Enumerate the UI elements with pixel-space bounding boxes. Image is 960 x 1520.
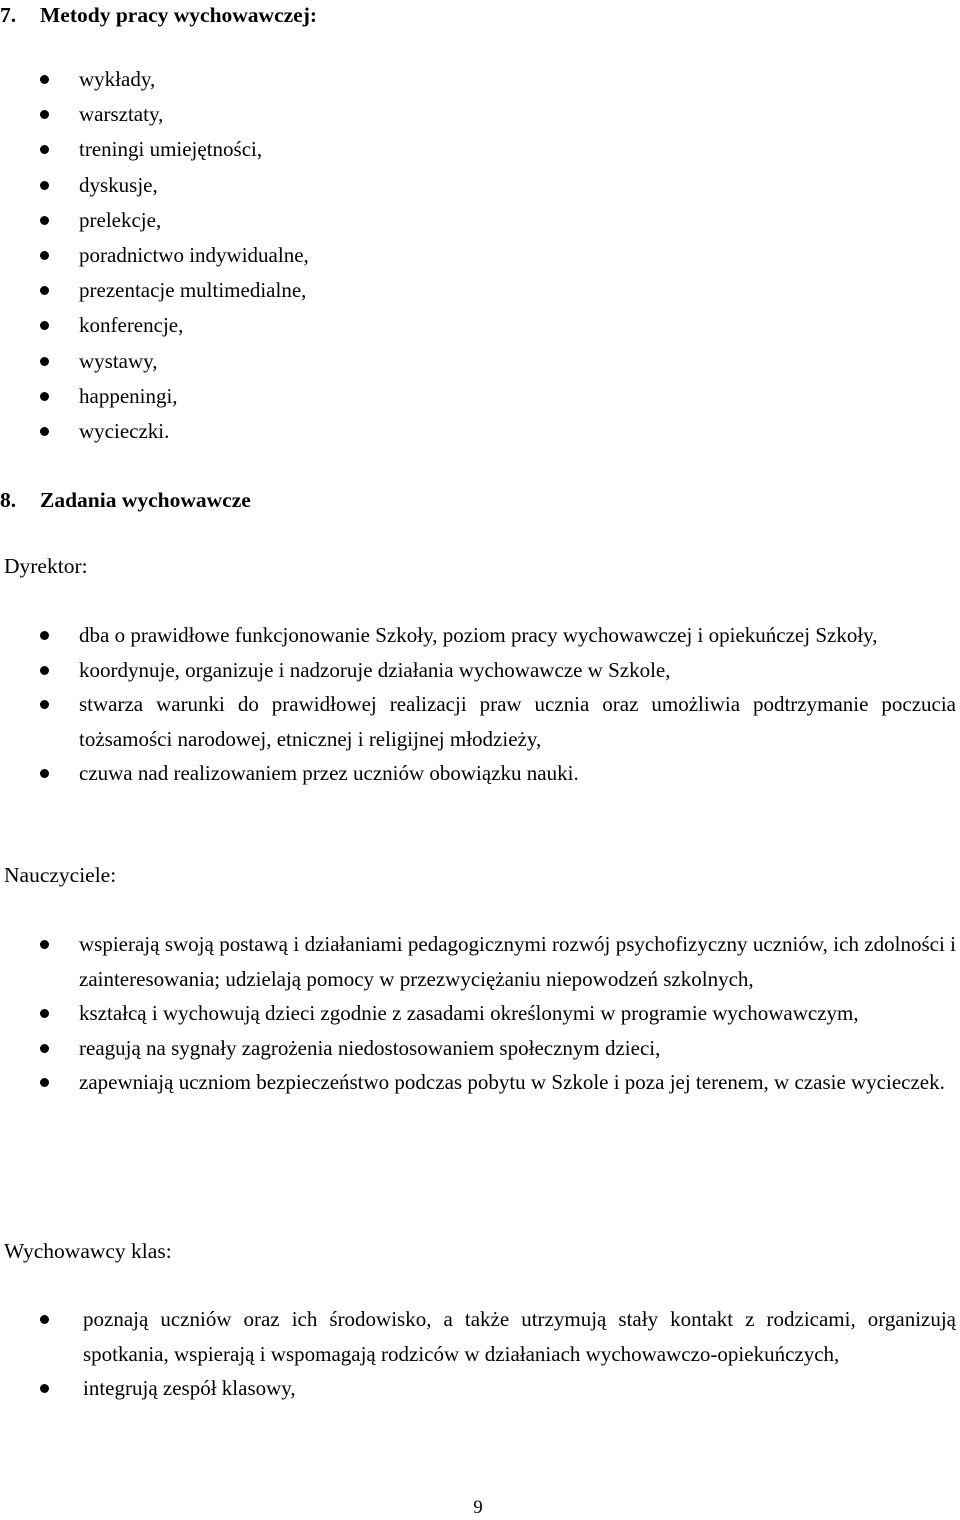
list-item: wykłady, [0, 62, 956, 97]
list-item: zapewniają uczniom bezpieczeństwo podczas pobytu w Szkole i poza jej terenem, w czasie wycieczek. [0, 1065, 956, 1100]
dyrektor-tasks-list [0, 618, 956, 791]
section-8-number: 8. [0, 488, 17, 512]
nauczyciele-label: Nauczyciele: [4, 863, 117, 887]
wychowawcy-tasks-list [0, 1302, 956, 1406]
list-item: happeningi, [0, 379, 956, 414]
list-item: treningi umiejętności, [0, 132, 956, 167]
list-item: czuwa nad realizowaniem przez uczniów obowiązku nauki. [0, 756, 956, 791]
nauczyciele-tasks-list [0, 927, 956, 1100]
list-item: stwarza warunki do prawidłowej realizacji praw ucznia oraz umożliwia podtrzymanie poczucia tożsamości narodowej, etnicznej i religijnej młodzieży, [0, 687, 956, 756]
section-8-heading [0, 487, 251, 513]
list-item: warsztaty, [0, 97, 956, 132]
list-item: dyskusje, [0, 168, 956, 203]
section-7-heading [0, 2, 317, 28]
dyrektor-label: Dyrektor: [4, 554, 88, 578]
section-7-title: Metody pracy wychowawczej: [40, 3, 318, 27]
list-item: konferencje, [0, 308, 956, 343]
wychowawcy-label: Wychowawcy klas: [4, 1239, 172, 1263]
list-item: wycieczki. [0, 414, 956, 449]
list-item: wspierają swoją postawą i działaniami pedagogicznymi rozwój psychofizyczny uczniów, ich zdolności i zainteresowania; udzielają pomocy w przezwyciężaniu niepowodzeń szkolnych, [0, 927, 956, 996]
page-number: 9 [473, 1497, 483, 1518]
list-item: kształcą i wychowują dzieci zgodnie z zasadami określonymi w programie wychowawczym, [0, 996, 956, 1031]
methods-list [0, 62, 956, 449]
list-item: reagują na sygnały zagrożenia niedostosowaniem społecznym dzieci, [0, 1031, 956, 1066]
list-item: poradnictwo indywidualne, [0, 238, 956, 273]
section-8-title: Zadania wychowawcze [40, 488, 251, 512]
list-item: dba o prawidłowe funkcjonowanie Szkoły, poziom pracy wychowawczej i opiekuńczej Szkoły, [0, 618, 956, 653]
section-7-number: 7. [0, 3, 17, 27]
list-item: prezentacje multimedialne, [0, 273, 956, 308]
list-item: poznają uczniów oraz ich środowisko, a także utrzymują stały kontakt z rodzicami, organizują spotkania, wspierają i wspomagają rodziców w działaniach wychowawczo-opiekuńczych, [0, 1302, 956, 1371]
list-item: integrują zespół klasowy, [0, 1371, 956, 1406]
list-item: wystawy, [0, 344, 956, 379]
list-item: prelekcje, [0, 203, 956, 238]
list-item: koordynuje, organizuje i nadzoruje działania wychowawcze w Szkole, [0, 653, 956, 688]
